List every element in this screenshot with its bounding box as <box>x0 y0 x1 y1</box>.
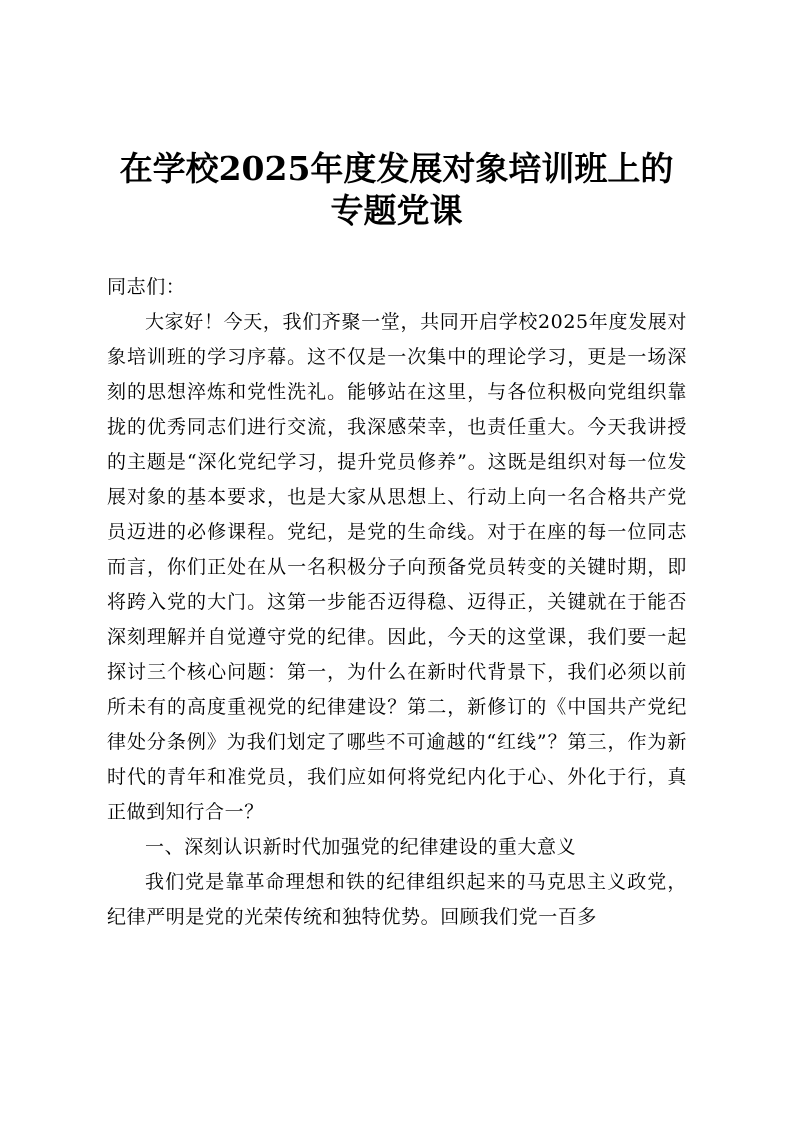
document-title-line-1: 在学校2025年度发展对象培训班上的 <box>119 149 674 188</box>
document-title-line-2: 专题党课 <box>330 191 463 230</box>
salutation: 同志们： <box>107 276 186 298</box>
body-paragraph: 我们党是靠革命理想和铁的纪律组织起来的马克思主义政党，纪律严明是党的光荣传统和独特优势。回顾我们党一百多 <box>107 871 687 928</box>
document-body <box>107 270 687 935</box>
body-paragraph: 大家好！今天，我们齐聚一堂，共同开启学校2025年度发展对象培训班的学习序幕。这不仅是一次集中的理论学习，更是一场深刻的思想淬炼和党性洗礼。能够站在这里，与各位积极向党组织靠拢的优秀同志们进行交流，我深感荣幸，也责任重大。今天我讲授的主题是“深化党纪学习，提升党员修养”。这既是组织对每一位发展对象的基本要求，也是大家从思想上、行动上向一名合格共产党员迈进的必修课程。党纪，是党的生命线。对于在座的每一位同志而言，你们正处在从一名积极分子向预备党员转变的关键时期，即将跨入党的大门。这第一步能否迈得稳、迈得正，关键就在于能否深刻理解并自觉遵守党的纪律。因此，今天的这堂课，我们要一起探讨三个核心问题：第一，为什么在新时代背景下，我们必须以前所未有的高度重视党的纪律建设？第二，新修订的《中国共产党纪律处分条例》为我们划定了哪些不可逾越的“红线”？第三，作为新时代的青年和准党员，我们应如何将党纪内化于心、外化于行，真正做到知行合一？ <box>107 311 687 823</box>
section-heading: 一、深刻认识新时代加强党的纪律建设的重大意义 <box>145 836 577 858</box>
